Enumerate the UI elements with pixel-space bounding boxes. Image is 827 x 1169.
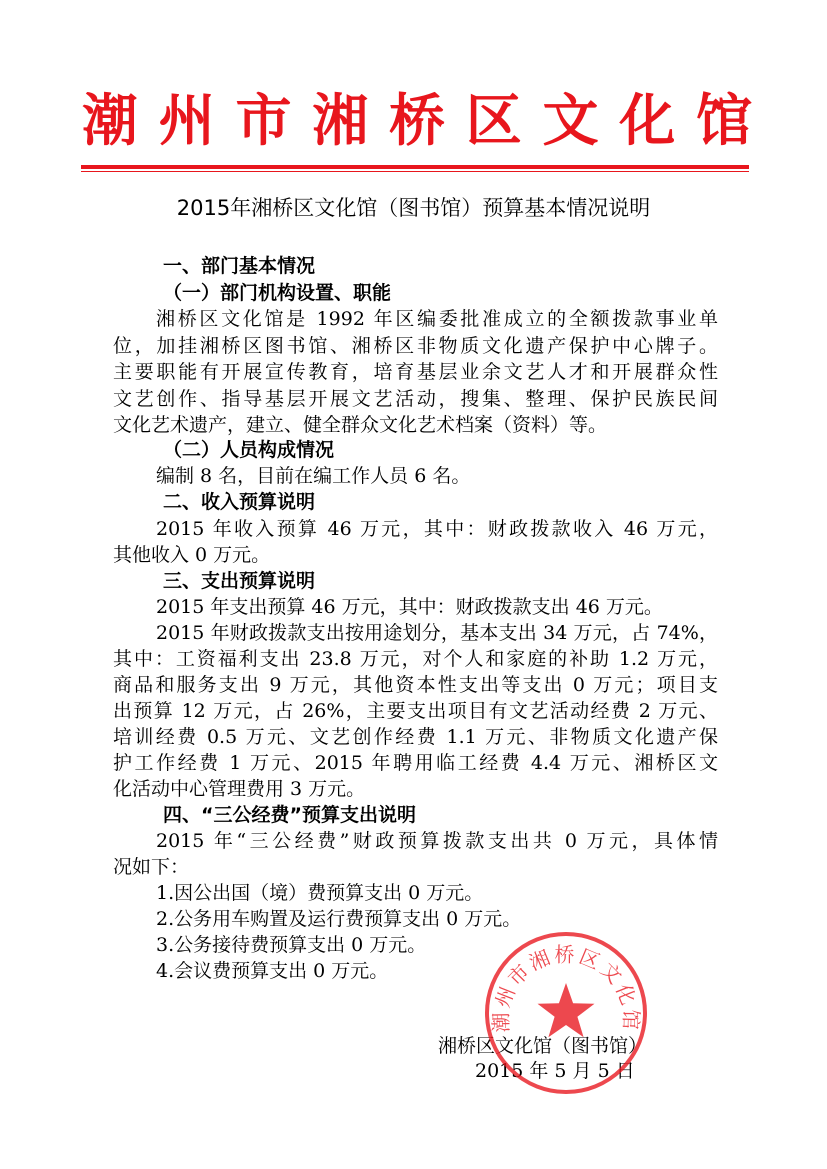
subsection-heading-1-2: （二）人员构成情况 (163, 439, 335, 461)
body-line: 文艺创作、指导基层开展文艺活动，搜集、整理、保护民族民间 (113, 388, 718, 410)
list-item: 2.公务用车购置及运行费预算支出 0 万元。 (156, 908, 522, 930)
letterhead-char: 湘 (312, 88, 369, 154)
body-line: 主要职能有开展宣传教育，培育基层业余文艺人才和开展群众性 (113, 361, 718, 383)
section-heading-1: 一、部门基本情况 (163, 255, 316, 277)
list-item: 4.会议费预算支出 0 万元。 (156, 960, 389, 982)
letterhead-rule-thick (81, 165, 749, 169)
letterhead-char: 市 (235, 88, 292, 154)
body-line: 商品和服务支出 9 万元，其他资本性支出等支出 0 万元；项目支 (113, 674, 718, 696)
letterhead-char: 桥 (389, 88, 445, 154)
body-line: 况如下： (113, 856, 190, 878)
body-line: 化活动中心管理费用 3 万元。 (113, 778, 366, 800)
document-title: 2015年湘桥区文化馆（图书馆）预算基本情况说明 (176, 196, 651, 220)
letterhead (82, 86, 752, 156)
body-line: 出预算 12 万元，占 26%，主要支出项目有文艺活动经费 2 万元、 (113, 700, 718, 722)
body-line: 湘桥区文化馆是 1992 年区编委批准成立的全额拨款事业单 (156, 308, 718, 330)
letterhead-char: 文 (542, 88, 599, 154)
letterhead-rule-thin (81, 171, 749, 172)
signature-org: 湘桥区文化馆（图书馆） (438, 1035, 648, 1057)
body-line: 其中：工资福利支出 23.8 万元，对个人和家庭的补助 1.2 万元， (113, 648, 718, 670)
section-heading-2: 二、收入预算说明 (163, 491, 316, 513)
letterhead-char: 潮 (82, 88, 138, 154)
body-line: 位，加挂湘桥区图书馆、湘桥区非物质文化遗产保护中心牌子。 (113, 335, 718, 357)
list-item: 3.公务接待费预算支出 0 万元。 (156, 934, 427, 956)
subsection-heading-1-1: （一）部门机构设置、职能 (163, 282, 392, 304)
list-item: 1.因公出国（境）费预算支出 0 万元。 (156, 882, 484, 904)
letterhead-char: 馆 (696, 88, 752, 154)
signature-date: 2015 年 5 月 5 日 (475, 1060, 635, 1082)
body-line: 2015 年收入预算 46 万元，其中：财政拨款收入 46 万元， (156, 518, 718, 540)
official-seal (483, 930, 649, 1096)
svg-text:潮州市湘桥区文化馆: 潮州市湘桥区文化馆 (488, 942, 644, 1033)
body-line: 编制 8 名，目前在编工作人员 6 名。 (156, 465, 471, 487)
letterhead-char: 区 (465, 88, 522, 154)
section-heading-3: 三、支出预算说明 (163, 570, 316, 592)
body-line: 培训经费 0.5 万元、文艺创作经费 1.1 万元、非物质文化遗产保 (113, 726, 718, 748)
body-line: 2015 年“三公经费”财政预算拨款支出共 0 万元，具体情 (156, 830, 718, 852)
body-line: 2015 年财政拨款支出按用途划分，基本支出 34 万元，占 74%， (156, 622, 718, 644)
body-line: 护工作经费 1 万元、2015 年聘用临工经费 4.4 万元、湘桥区文 (113, 752, 718, 774)
letterhead-char: 化 (619, 88, 676, 154)
section-heading-4: 四、“三公经费”预算支出说明 (163, 804, 416, 826)
body-line: 其他收入 0 万元。 (113, 544, 271, 566)
body-line: 文化艺术遗产，建立、健全群众文化艺术档案（资料）等。 (113, 414, 608, 436)
letterhead-char: 州 (158, 88, 215, 154)
body-line: 2015 年支出预算 46 万元，其中：财政拨款支出 46 万元。 (156, 596, 663, 618)
